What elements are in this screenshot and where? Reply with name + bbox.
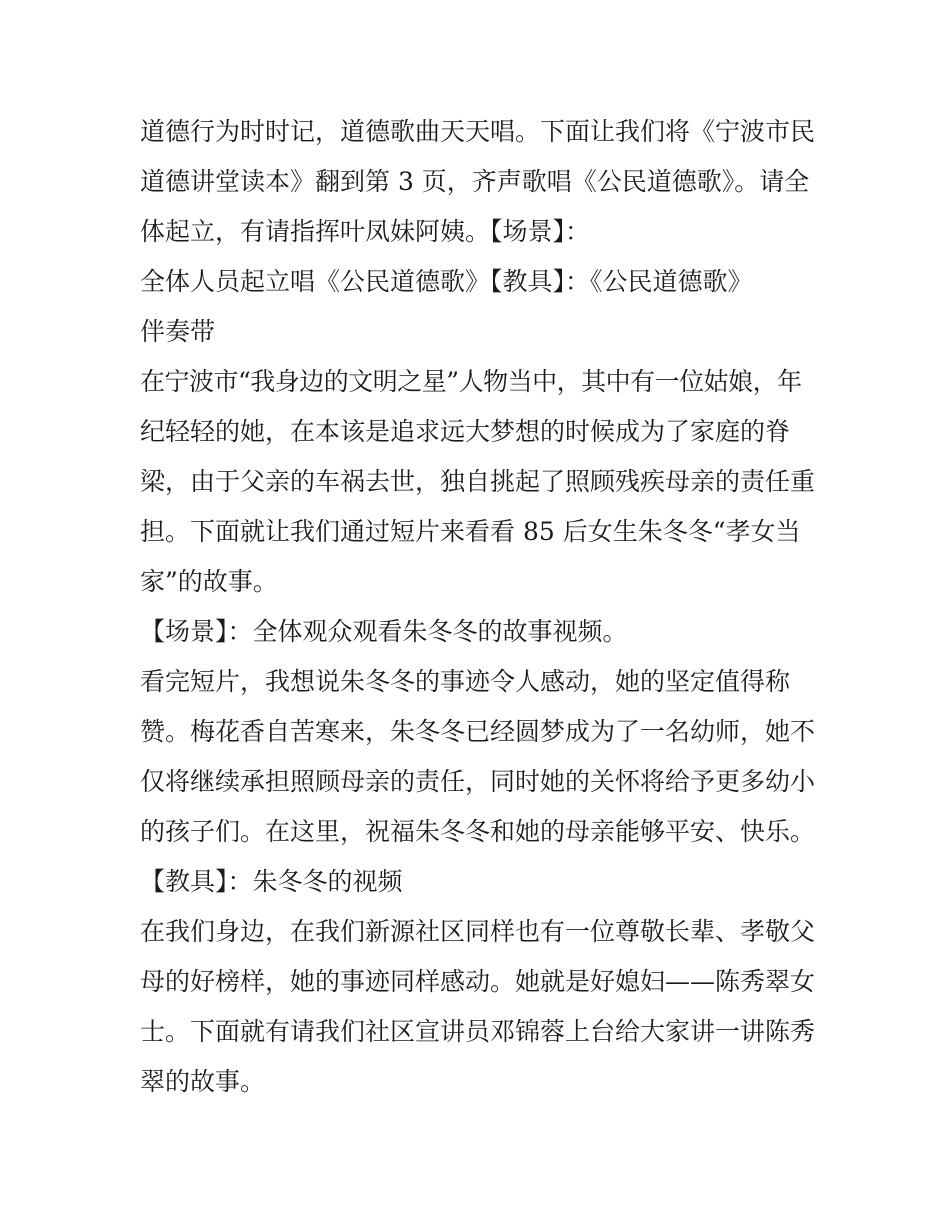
text-line: 【场景】：全体观众观看朱冬冬的故事视频。	[140, 617, 628, 646]
text-line: 道德讲堂读本》翻到第 3 页，齐声歌唱《公民道德歌》。请全	[140, 167, 810, 196]
text-line: 体起立，有请指挥叶凤妹阿姨。【场景】：	[140, 217, 591, 246]
text-line: 全体人员起立唱《公民道德歌》【教具】：《公民道德歌》	[140, 267, 753, 296]
text-line: 梁，由于父亲的车祸去世，独自挑起了照顾残疾母亲的责任重	[140, 467, 816, 496]
text-line: 道德行为时时记，道德歌曲天天唱。下面让我们将《宁波市民	[140, 117, 816, 146]
text-line: 纪轻轻的她，在本该是追求远大梦想的时候成为了家庭的脊	[140, 417, 791, 446]
text-line: 士。下面就有请我们社区宣讲员邓锦蓉上台给大家讲一讲陈秀	[140, 1017, 816, 1046]
text-line: 母的好榜样，她的事迹同样感动。她就是好媳妇——陈秀翠女	[140, 967, 816, 996]
text-line: 翠的故事。	[140, 1067, 266, 1096]
text-line: 看完短片，我想说朱冬冬的事迹令人感动，她的坚定值得称	[140, 667, 791, 696]
text-line: 【教具】：朱冬冬的视频	[140, 867, 403, 896]
text-line: 仅将继续承担照顾母亲的责任，同时她的关怀将给予更多幼小	[140, 767, 816, 796]
text-line: 伴奏带	[140, 317, 216, 346]
text-line: 赞。梅花香自苦寒来，朱冬冬已经圆梦成为了一名幼师，她不	[140, 717, 816, 746]
text-line: 家”的故事。	[140, 567, 278, 596]
document-body	[140, 107, 820, 1107]
text-line: 的孩子们。在这里，祝福朱冬冬和她的母亲能够平安、快乐。	[140, 817, 816, 846]
text-line: 在宁波市“我身边的文明之星”人物当中，其中有一位姑娘，年	[140, 367, 802, 396]
text-line: 在我们身边，在我们新源社区同样也有一位尊敬长辈、孝敬父	[140, 917, 816, 946]
text-line: 担。下面就让我们通过短片来看看 85 后女生朱冬冬“孝女当	[140, 517, 801, 546]
